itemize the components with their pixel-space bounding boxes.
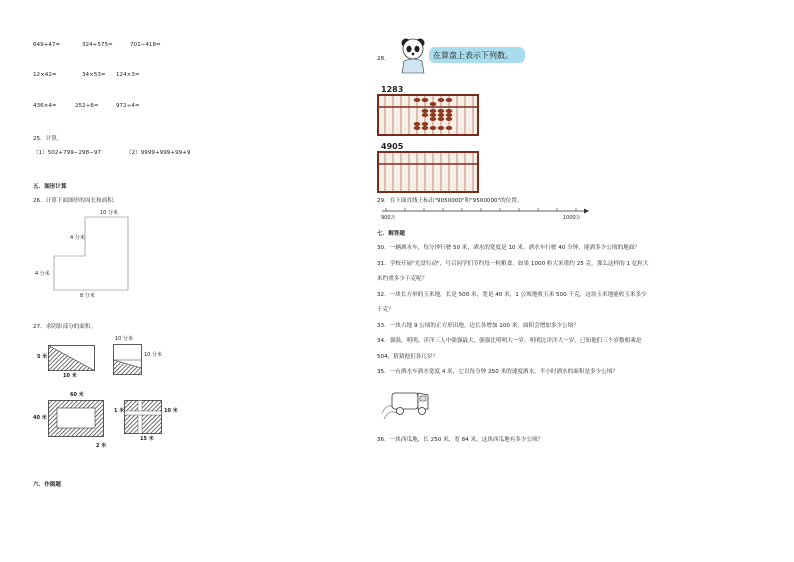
q-row3-c: 972÷4= <box>116 103 140 109</box>
q25-title: 25．计算。 <box>33 136 63 142</box>
q33-text: 33．一块占地 9 公顷的正方形田地，边长各增加 100 米，面积会增加多少公顷？ <box>377 323 579 329</box>
q26-label-left: 4 分米 <box>35 271 50 277</box>
q30-text: 30．一辆洒水车，每分钟行驶 50 米，洒水的宽度是 10 米。洒水车行驶 40 分钟，能洒多少公顷的地面？ <box>377 245 640 251</box>
q27c-label-top: 60 米 <box>70 392 84 398</box>
q25-item1: （1）502+799−298−97 <box>33 150 101 156</box>
q34-text-a: 34．强强，明明，洋洋三人中强强最大，强强比明明大一岁，明明比洋洋大一岁，已知他们三个岁数相乘是 <box>377 338 642 344</box>
q27b-label-top: 10 分米 <box>115 336 133 342</box>
q27-figure-b <box>113 344 143 376</box>
abacus-1 <box>377 94 479 136</box>
q27-figure-a <box>48 345 96 373</box>
q-row2-b: 34×53= <box>82 72 106 78</box>
q27-figure-d <box>124 400 164 436</box>
q29-number-line <box>380 206 590 216</box>
q-row1-a: 649+47= <box>33 42 61 48</box>
q29-axis-start: 900万 <box>381 215 396 221</box>
q26-text: 26．计算下面图形的周长和面积. <box>33 198 115 204</box>
q-row3-b: 252÷6= <box>75 103 99 109</box>
q26-label-mid: 4 分米 <box>70 235 85 241</box>
q36-text: 36．一块西瓜地，长 250 米，宽 84 米，这块西瓜地有多少公顷？ <box>377 437 544 443</box>
q27c-label-bottom: 2 米 <box>96 443 107 449</box>
section6-title: 六．作图题 <box>33 482 61 488</box>
abacus1-number: 1283 <box>381 85 404 94</box>
q35-text: 35．一台洒水车洒水宽度 4 米，它以每分钟 250 米的速度洒水，半小时洒水的面积是多少公顷？ <box>377 369 619 375</box>
q-row1-b: 324+575= <box>82 42 113 48</box>
q29-axis-end: 1000万 <box>563 215 581 221</box>
speech-bubble-text: 在算盘上表示下列数。 <box>433 51 513 60</box>
q27d-label-side: 10 米 <box>164 408 178 414</box>
q-row2-c: 124×3= <box>116 72 140 78</box>
q27-text: 27．求阴影部分的面积。 <box>33 324 97 330</box>
q34-text-b: 504，猜猜他们各几岁？ <box>377 354 439 360</box>
q29-text: 29．在下面直线上标出"9050000"和"9500000"的位置。 <box>377 198 523 204</box>
q31-text-a: 31．学校开展"光盘行动"，号召同学们节约每一粒粮食。如果 1000 粒大米重约 25 克，那么这样的 1 亿粒大 <box>377 261 649 267</box>
section7-title: 七．解答题 <box>377 231 405 237</box>
abacus-2 <box>377 151 479 193</box>
abacus2-number: 4905 <box>381 142 404 151</box>
q27-figure-c <box>48 400 108 440</box>
q27d-label-road: 1 米 <box>114 408 125 414</box>
q-row2-a: 12×42= <box>33 72 57 78</box>
q26-figure <box>45 208 135 303</box>
q26-label-bottom: 8 分米 <box>80 293 95 299</box>
q25-item2: （2）9999+999+99+9 <box>126 150 191 156</box>
panda-icon <box>398 37 430 75</box>
q27a-label-h: 5 米 <box>37 354 48 360</box>
q26-label-top: 10 分米 <box>100 210 118 216</box>
q-row3-a: 436×4= <box>33 103 57 109</box>
water-truck-image <box>380 383 432 423</box>
q31-text-b: 米约重多少千克呢？ <box>377 276 428 282</box>
section5-title: 五．图形计算 <box>33 184 67 190</box>
q27b-label-right: 10 分米 <box>144 352 162 358</box>
q32-text-b: 千克？ <box>377 307 394 313</box>
q32-text-a: 32．一块长方形的玉米地，长是 500 米，宽是 40 米，1 公顷地收玉米 500 千克，这块玉米地能收玉米多少 <box>377 292 647 298</box>
q-row1-c: 701−418= <box>130 42 161 48</box>
q28-number: 28. <box>377 56 386 62</box>
q27a-label-w: 10 米 <box>63 373 77 379</box>
q27d-label-bottom: 15 米 <box>140 436 154 442</box>
q27c-label-left: 40 米 <box>33 415 47 421</box>
